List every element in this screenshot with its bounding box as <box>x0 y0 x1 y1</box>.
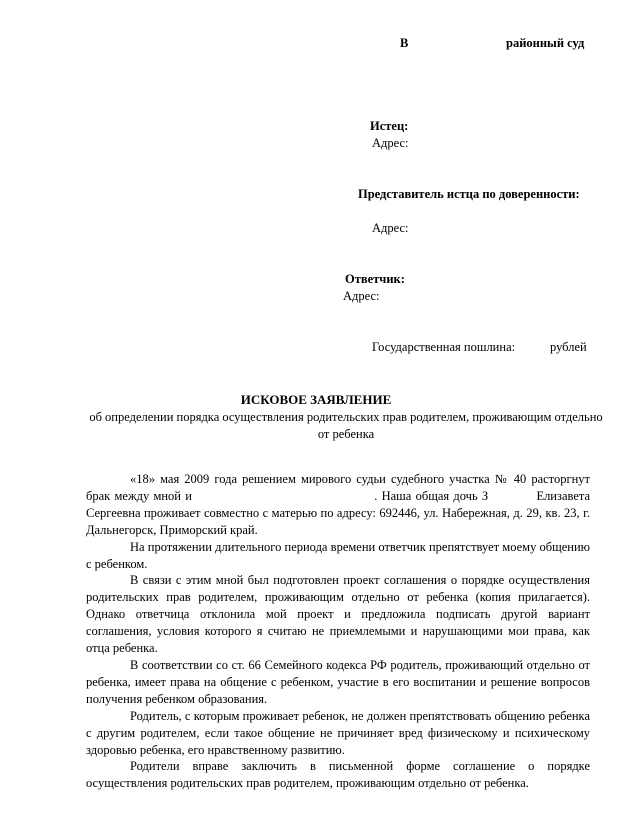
court-prefix: В <box>400 36 409 50</box>
document-body <box>86 471 590 792</box>
paragraph-5: Родитель, с которым проживает ребенок, не должен препятствовать общению ребенка с другим родителем, если такое общение не причиняет вред физическому и психическому здоровью ребенка, его нравственному развитию. <box>86 708 590 757</box>
representative-address-label: Адрес: <box>372 221 409 235</box>
fee-label: Государственная пошлина: <box>372 340 516 354</box>
paragraph-1-mid: . Наша общая дочь З <box>374 488 489 503</box>
paragraph-4: В соответствии со ст. 66 Семейного кодекса РФ родитель, проживающий отдельно от ребенка, имеет права на общение с ребенком, участие в его воспитании и решение вопросов получения ребенком образования. <box>86 657 590 706</box>
plaintiff-address-label: Адрес: <box>372 136 409 150</box>
document-title: ИСКОВОЕ ЗАЯВЛЕНИЕ <box>240 392 392 407</box>
paragraph-1-start: «18» мая 2009 года решением мирового судьи судебного участка № 40 расторгнут брак между мной и <box>86 472 590 503</box>
paragraph-2: На протяжении длительного периода времени ответчик препятствует моему общению с ребенком. <box>86 539 590 571</box>
fee-currency: рублей <box>550 340 587 354</box>
plaintiff-label: Истец: <box>370 119 409 133</box>
paragraph-3: В связи с этим мной был подготовлен проект соглашения о порядке осуществления родительских прав родителем, проживающим отдельно от ребенка (копия прилагается). Однако ответчица отклонила мой проект и предложила подписать другой вариант соглашения, условия которого я считаю не приемлемыми и нарушающими мои права, как отца ребенка. <box>86 573 590 656</box>
defendant-label: Ответчик: <box>345 272 405 286</box>
representative-label: Представитель истца по доверенности: <box>358 187 580 201</box>
document-subtitle: об определении порядка осуществления родительских прав родителем, проживающим отдельно от ребенка <box>89 410 603 441</box>
court-suffix: районный суд <box>506 36 585 50</box>
paragraph-1 <box>86 471 590 539</box>
defendant-address-label: Адрес: <box>343 289 380 303</box>
paragraph-1-end: Елизавета Сергеевна проживает совместно с матерью по адресу: 692446, ул. Набережная, д. 29, кв. 23, г. Дальнегорск, Приморский край. <box>86 488 591 537</box>
paragraph-6: Родители вправе заключить в письменной форме соглашение о порядке осуществления родительских прав родителем, проживающим отдельно от ребенка. <box>86 759 590 791</box>
